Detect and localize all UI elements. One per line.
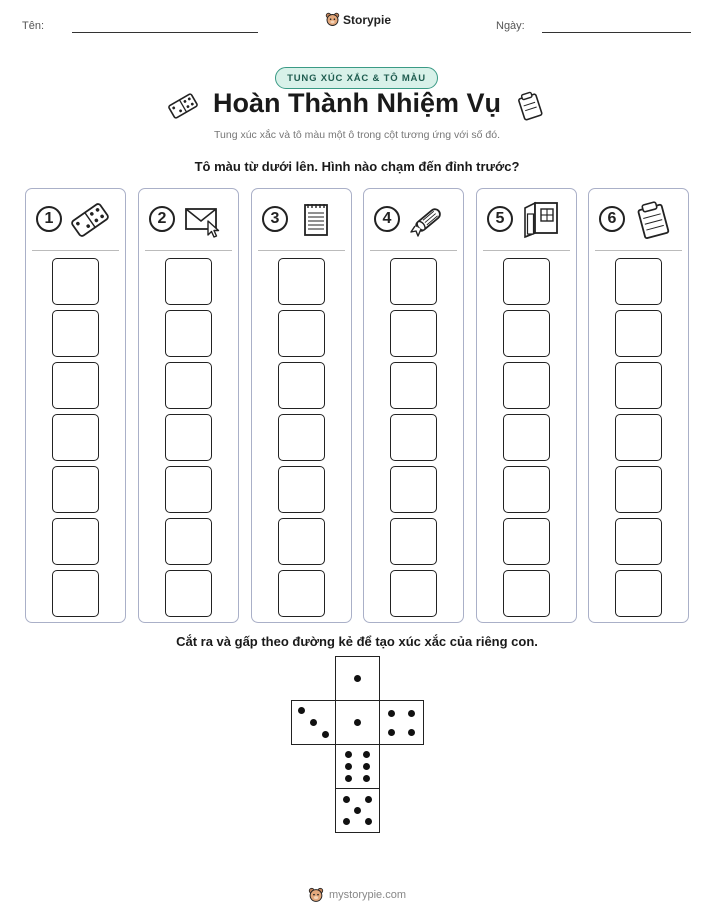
envelope-cursor-icon — [183, 200, 223, 240]
color-cell[interactable] — [503, 466, 550, 513]
column-6 — [588, 188, 689, 623]
footer — [0, 887, 714, 903]
footer-url[interactable]: mystorypie.com — [328, 889, 407, 901]
color-cell[interactable] — [278, 414, 325, 461]
color-cell[interactable] — [503, 310, 550, 357]
color-cell[interactable] — [390, 310, 437, 357]
dice-pip — [408, 710, 415, 717]
column-number: 2 — [149, 206, 175, 232]
color-cell[interactable] — [52, 310, 99, 357]
dice-face-bottom — [335, 788, 380, 833]
date-line[interactable] — [542, 32, 691, 33]
column-header — [26, 189, 125, 249]
column-3 — [251, 188, 352, 623]
color-cell[interactable] — [278, 466, 325, 513]
column-divider — [483, 250, 570, 251]
dice-pip — [343, 796, 350, 803]
dice-pip — [322, 731, 329, 738]
column-divider — [258, 250, 345, 251]
column-number: 5 — [487, 206, 513, 232]
coloring-instruction: Tô màu từ dưới lên. Hình nào chạm đến đỉnh trước? — [194, 159, 520, 174]
dice-pip — [343, 818, 350, 825]
brand-name: Storypie — [343, 12, 392, 27]
column-divider — [145, 250, 232, 251]
notepad-icon — [296, 200, 336, 240]
column-2 — [138, 188, 239, 623]
color-cell[interactable] — [503, 258, 550, 305]
column-header — [364, 189, 463, 249]
color-cell[interactable] — [165, 414, 212, 461]
dice-pip — [345, 763, 352, 770]
column-4 — [363, 188, 464, 623]
dice-pip — [345, 775, 352, 782]
column-number: 3 — [262, 206, 288, 232]
name-label: Tên: — [22, 20, 45, 32]
column-divider — [595, 250, 682, 251]
color-cell[interactable] — [165, 466, 212, 513]
bear-mascot-icon — [325, 12, 340, 27]
color-cell[interactable] — [278, 258, 325, 305]
domino-icon — [70, 200, 110, 240]
page-subtitle: Tung xúc xắc và tô màu một ô trong cột tương ứng với số đó. — [214, 129, 500, 141]
column-header — [589, 189, 688, 249]
color-cell[interactable] — [52, 570, 99, 617]
color-cell[interactable] — [165, 362, 212, 409]
color-cell[interactable] — [390, 518, 437, 565]
name-line[interactable] — [72, 32, 258, 33]
dice-pip — [354, 807, 361, 814]
color-cell[interactable] — [503, 570, 550, 617]
dice-pip — [354, 719, 361, 726]
color-cell[interactable] — [52, 258, 99, 305]
color-cell[interactable] — [278, 570, 325, 617]
color-cell[interactable] — [52, 362, 99, 409]
column-divider — [370, 250, 457, 251]
column-header — [477, 189, 576, 249]
color-cell[interactable] — [52, 414, 99, 461]
dice-face-center — [335, 700, 380, 745]
dice-pip — [388, 710, 395, 717]
dice-pip — [388, 729, 395, 736]
brand-logo — [325, 12, 391, 27]
color-cell[interactable] — [165, 310, 212, 357]
color-cell[interactable] — [615, 466, 662, 513]
dice-face-top — [335, 656, 380, 701]
dice-pip — [363, 763, 370, 770]
color-cell[interactable] — [278, 362, 325, 409]
color-cell[interactable] — [390, 466, 437, 513]
dice-pip — [298, 707, 305, 714]
dice-face-right — [379, 700, 424, 745]
activity-badge: TUNG XÚC XẮC & TÔ MÀU — [275, 67, 438, 89]
dice-pip — [310, 719, 317, 726]
color-cell[interactable] — [615, 258, 662, 305]
color-cell[interactable] — [615, 570, 662, 617]
color-cell[interactable] — [390, 362, 437, 409]
scroll-icon — [408, 200, 448, 240]
column-header — [252, 189, 351, 249]
color-cell[interactable] — [52, 466, 99, 513]
color-cell[interactable] — [165, 518, 212, 565]
color-cell[interactable] — [615, 310, 662, 357]
dice-pip — [345, 751, 352, 758]
color-cell[interactable] — [390, 570, 437, 617]
color-cell[interactable] — [165, 570, 212, 617]
clipboard-icon — [633, 200, 673, 240]
color-cell[interactable] — [615, 518, 662, 565]
dice-pip — [363, 751, 370, 758]
column-5 — [476, 188, 577, 623]
color-cell[interactable] — [390, 414, 437, 461]
color-cell[interactable] — [503, 518, 550, 565]
color-cell[interactable] — [390, 258, 437, 305]
color-cell[interactable] — [278, 518, 325, 565]
color-cell[interactable] — [503, 414, 550, 461]
color-cell[interactable] — [503, 362, 550, 409]
dice-pip — [365, 818, 372, 825]
column-divider — [32, 250, 119, 251]
date-label: Ngày: — [496, 20, 525, 32]
room-door-window-icon — [521, 200, 561, 240]
column-header — [139, 189, 238, 249]
dice-pip — [363, 775, 370, 782]
bear-mascot-icon — [308, 887, 324, 903]
dice-pip — [408, 729, 415, 736]
column-number: 1 — [36, 206, 62, 232]
color-cell[interactable] — [52, 518, 99, 565]
color-cell[interactable] — [278, 310, 325, 357]
column-1 — [25, 188, 126, 623]
page-title: Hoàn Thành Nhiệm Vụ — [212, 88, 501, 118]
dice-pip — [354, 675, 361, 682]
dice-face-lower — [335, 744, 380, 789]
column-number: 6 — [599, 206, 625, 232]
color-cell[interactable] — [615, 362, 662, 409]
dice-pip — [365, 796, 372, 803]
column-number: 4 — [374, 206, 400, 232]
dice-face-left — [291, 700, 336, 745]
color-cell[interactable] — [165, 258, 212, 305]
color-cell[interactable] — [615, 414, 662, 461]
clipboard-icon — [515, 91, 545, 121]
cut-fold-instruction: Cắt ra và gấp theo đường kẻ để tạo xúc xắc của riêng con. — [176, 634, 538, 649]
